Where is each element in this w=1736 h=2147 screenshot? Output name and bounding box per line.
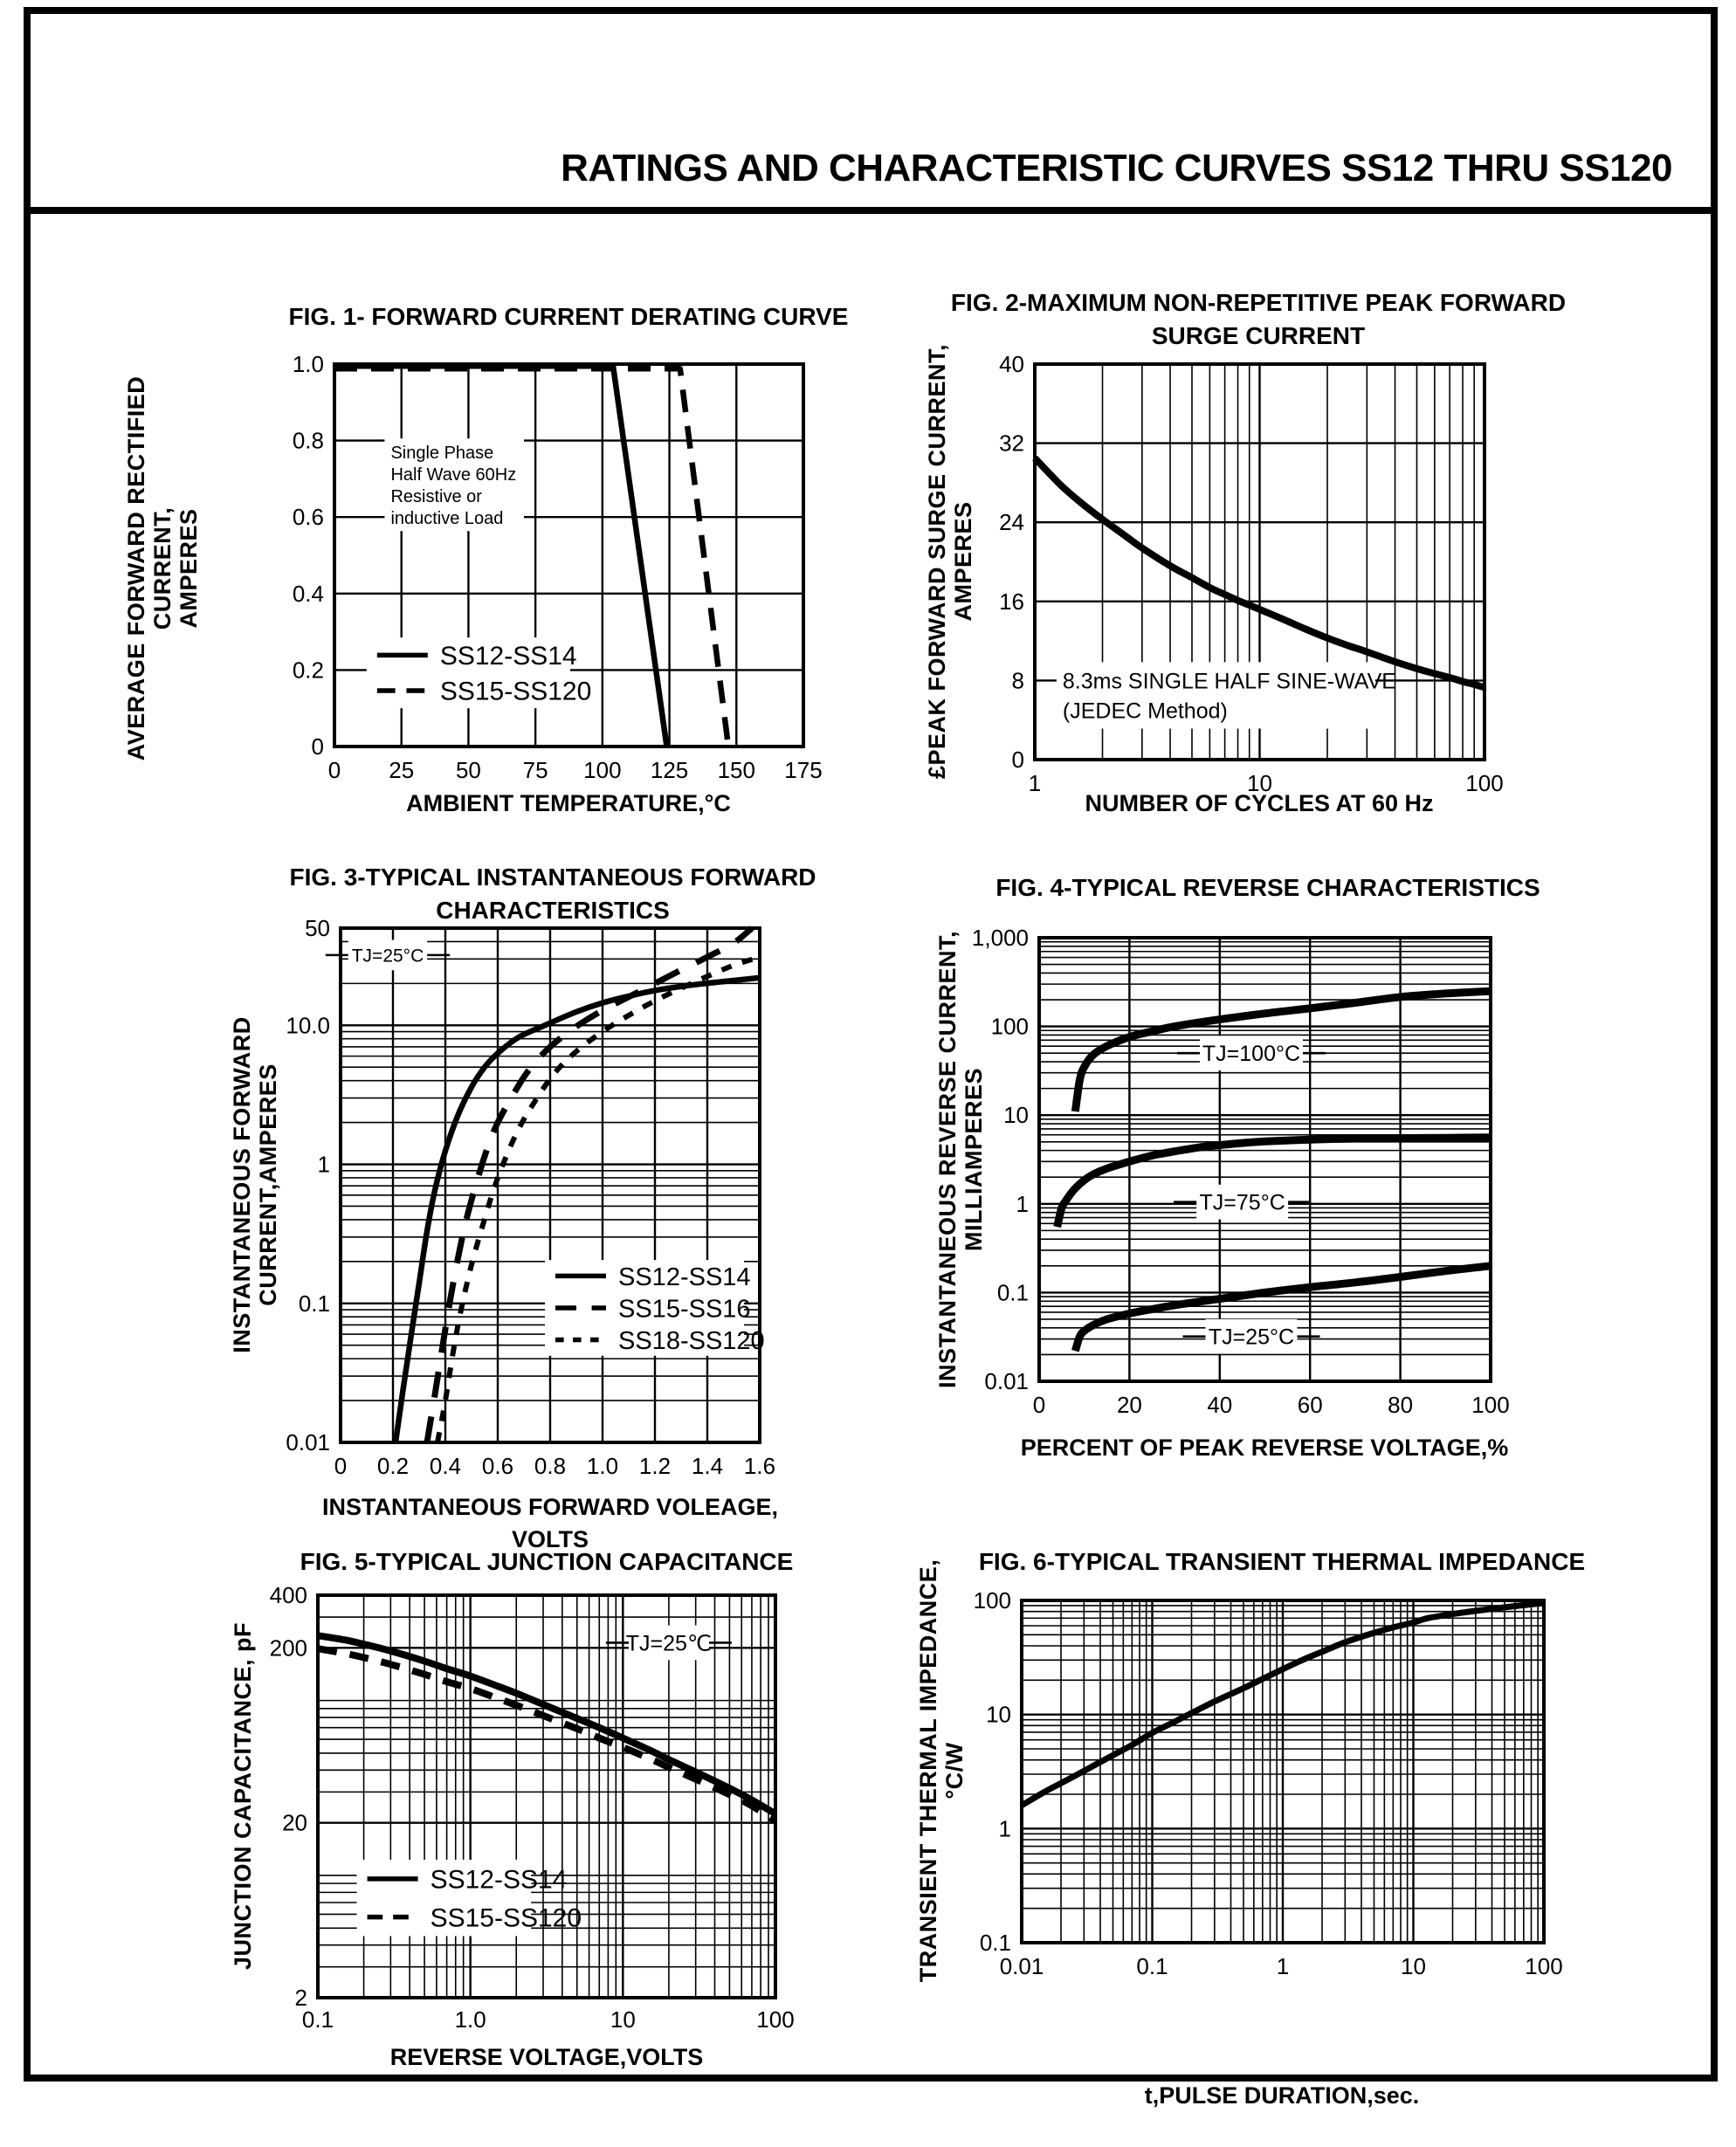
fig1-annotation-text: inductive Load — [390, 508, 504, 528]
tick-label: 80 — [1388, 1392, 1414, 1418]
tick-label: 0.8 — [534, 1453, 567, 1479]
tick-label: 1.0 — [454, 2006, 486, 2033]
fig2-annotation-text: (JEDEC Method) — [1062, 698, 1228, 724]
tick-label: 1,000 — [971, 925, 1029, 951]
tick-label: 100 — [756, 2006, 795, 2033]
tick-label: 1 — [998, 1815, 1011, 1842]
tick-label: 1 — [317, 1151, 330, 1178]
fig1-annotation-text: Half Wave 60Hz — [390, 464, 517, 485]
tick-label: 100 — [973, 1587, 1011, 1614]
fig4-annotation-text: TJ=25°C — [1208, 1325, 1295, 1350]
tick-label: 0.2 — [376, 1453, 410, 1479]
tick-label: 75 — [522, 757, 548, 783]
tick-label: 1 — [1276, 1953, 1290, 1979]
fig5-annotation-text: TJ=25℃ — [625, 1631, 713, 1656]
fig1-ylabel — [123, 312, 202, 825]
fig4-title-line: FIG. 4-TYPICAL REVERSE CHARACTERISTICS — [995, 874, 1540, 901]
fig2-ylabel — [924, 299, 976, 823]
tick-label: 1.0 — [292, 351, 324, 377]
fig2-ylabel-line1: £PEAK FORWARD SURGE CURRENT, — [924, 343, 950, 780]
tick-label: 50 — [455, 757, 481, 783]
tick-label: 1.4 — [691, 1453, 724, 1479]
tick-label: 0.4 — [292, 580, 324, 607]
tick-label: 20 — [282, 1809, 307, 1836]
fig1-legend-label: SS12-SS14 — [439, 642, 577, 671]
tick-label: 200 — [269, 1634, 307, 1662]
fig6-xlabel — [889, 2080, 1675, 2112]
tick-label: 1.6 — [743, 1453, 776, 1479]
tick-label: 100 — [583, 757, 622, 783]
fig5-ylabel — [230, 1530, 256, 2062]
tick-label: 0 — [327, 757, 341, 783]
tick-label: 10 — [1003, 1102, 1029, 1129]
fig6-ylabel-line1: TRANSIENT THERMAL IMPEDANCE, — [915, 1559, 941, 1983]
fig3-xlabel-line1: INSTANTANEOUS FORWARD VOLEAGE, — [321, 1494, 779, 1520]
tick-label: 0.1 — [996, 1279, 1029, 1306]
fig4-xlabel-line: PERCENT OF PEAK REVERSE VOLTAGE,% — [1020, 1435, 1509, 1461]
fig1-ylabel-line1: AVERAGE FORWARD RECTIFIED CURRENT, — [123, 375, 176, 761]
fig3-xlabel-line2: VOLTS — [511, 1526, 589, 1552]
tick-label: 24 — [999, 509, 1024, 536]
tick-label: 0 — [1032, 1392, 1046, 1418]
fig2-xlabel-line: NUMBER OF CYCLES AT 60 Hz — [1085, 790, 1434, 816]
fig3-legend-label: SS15-SS16 — [618, 1295, 751, 1324]
tick-label: 0.01 — [999, 1953, 1044, 1979]
tick-label: 40 — [1207, 1392, 1233, 1418]
fig5-xlabel — [154, 2041, 940, 2074]
fig6-xlabel-line: t,PULSE DURATION,sec. — [1144, 2082, 1420, 2109]
fig3-ylabel — [229, 862, 281, 1508]
tick-label: 0 — [311, 733, 324, 760]
tick-label: 1 — [1016, 1190, 1029, 1217]
fig3-legend-label: SS18-SS120 — [618, 1326, 765, 1355]
fig2-title-line1: FIG. 2-MAXIMUM NON-REPETITIVE PEAK FORWARD — [950, 289, 1567, 316]
fig3-curve-SS18-SS120 — [437, 957, 760, 1442]
fig5-ylabel-line: JUNCTION CAPACITANCE, pF — [230, 1622, 256, 1970]
tick-label: 0 — [1011, 747, 1024, 773]
tick-label: 60 — [1297, 1392, 1323, 1418]
tick-label: 0.4 — [429, 1453, 462, 1479]
page-title: RATINGS AND CHARACTERISTIC CURVES SS12 THRU SS120 — [561, 147, 1672, 189]
tick-label: 0.1 — [298, 1290, 330, 1317]
fig3-ylabel-line1: INSTANTANEOUS FORWARD — [229, 1016, 255, 1353]
tick-label: 1.0 — [586, 1453, 619, 1479]
fig4-ylabel-line1: INSTANTANEOUS REVERSE CURRENT, — [934, 930, 961, 1389]
tick-label: 175 — [784, 757, 823, 783]
tick-label: 0.6 — [292, 504, 324, 531]
fig6-title-line: FIG. 6-TYPICAL TRANSIENT THERMAL IMPEDANCE — [978, 1548, 1586, 1575]
tick-label: 8 — [1011, 667, 1024, 694]
tick-label: 50 — [305, 915, 330, 941]
tick-label: 10 — [1401, 1953, 1426, 1979]
tick-label: 100 — [1471, 1392, 1510, 1418]
fig4-xlabel — [871, 1432, 1657, 1464]
fig1-legend-label: SS15-SS120 — [439, 677, 592, 706]
tick-label: 2 — [294, 1985, 307, 2011]
tick-label: 150 — [717, 757, 755, 783]
tick-label: 1.2 — [638, 1453, 672, 1479]
tick-label: 10 — [610, 2006, 636, 2033]
tick-label: 0.8 — [292, 427, 324, 454]
fig2-xlabel — [866, 788, 1652, 820]
tick-label: 100 — [990, 1013, 1029, 1040]
fig5-legend-label: SS12-SS14 — [430, 1865, 568, 1895]
fig4-plot-border — [1039, 938, 1491, 1381]
fig5-title-line: FIG. 5-TYPICAL JUNCTION CAPACITANCE — [300, 1548, 794, 1575]
tick-label: 10 — [986, 1701, 1011, 1728]
fig5-legend-label: SS15-SS120 — [430, 1903, 582, 1933]
fig5-xlabel-line: REVERSE VOLTAGE,VOLTS — [389, 2044, 704, 2070]
tick-label: 100 — [1525, 1953, 1563, 1979]
fig4-ylabel-line2: MILLIAMPERES — [961, 1068, 987, 1252]
tick-label: 0.1 — [1136, 1953, 1168, 1979]
tick-label: 32 — [999, 430, 1024, 457]
tick-label: 0.1 — [979, 1930, 1011, 1956]
tick-label: 0.01 — [286, 1429, 330, 1455]
fig3-legend-label: SS12-SS14 — [618, 1263, 751, 1291]
fig5-curve-SS15-SS120 — [318, 1648, 775, 1820]
fig6-ylabel-line2: °C/W — [941, 1742, 968, 1799]
tick-label: 16 — [999, 588, 1024, 615]
fig3-ylabel-line2: CURRENT,AMPERES — [255, 1063, 281, 1306]
tick-label: 0.2 — [292, 657, 324, 684]
tick-label: 0.6 — [481, 1453, 514, 1479]
tick-label: 100 — [1465, 770, 1504, 796]
fig1-xlabel-line: AMBIENT TEMPERATURE,°C — [406, 790, 731, 816]
tick-label: 0.1 — [301, 2006, 334, 2033]
fig6-title — [863, 1545, 1701, 1579]
fig1-annotation-text: Single Phase — [390, 443, 494, 463]
fig4-ylabel — [934, 871, 987, 1448]
fig3-title-line2: CHARACTERISTICS — [436, 897, 670, 924]
fig1-annotation-text: Resistive or — [390, 486, 482, 506]
tick-label: 40 — [999, 351, 1024, 377]
tick-label: 0 — [334, 1453, 348, 1479]
fig1-title-line: FIG. 1- FORWARD CURRENT DERATING CURVE — [288, 303, 849, 330]
tick-label: 20 — [1116, 1392, 1142, 1418]
fig1-xlabel — [176, 788, 961, 820]
fig2-title-line2: SURGE CURRENT — [1151, 322, 1366, 349]
fig4-annotation-text: TJ=75°C — [1199, 1190, 1285, 1215]
fig3-annotation-text: TJ=25°C — [351, 946, 424, 967]
fig2-annotation-text: 8.3ms SINGLE HALF SINE-WAVE — [1062, 669, 1396, 694]
tick-label: 125 — [650, 757, 689, 783]
tick-label: 0.01 — [984, 1368, 1029, 1394]
tick-label: 10 — [1247, 770, 1272, 796]
tick-label: 1 — [1028, 770, 1042, 796]
fig2-ylabel-line2: AMPERES — [950, 501, 976, 622]
fig4-annotation-text: TJ=100°C — [1202, 1042, 1301, 1067]
fig1-ylabel-line2: AMPERES — [176, 508, 202, 629]
fig6-ylabel — [915, 1535, 968, 2006]
tick-label: 400 — [269, 1582, 307, 1608]
fig3-title-line1: FIG. 3-TYPICAL INSTANTANEOUS FORWARD — [289, 864, 816, 891]
tick-label: 10.0 — [286, 1012, 330, 1039]
tick-label: 25 — [389, 757, 415, 783]
